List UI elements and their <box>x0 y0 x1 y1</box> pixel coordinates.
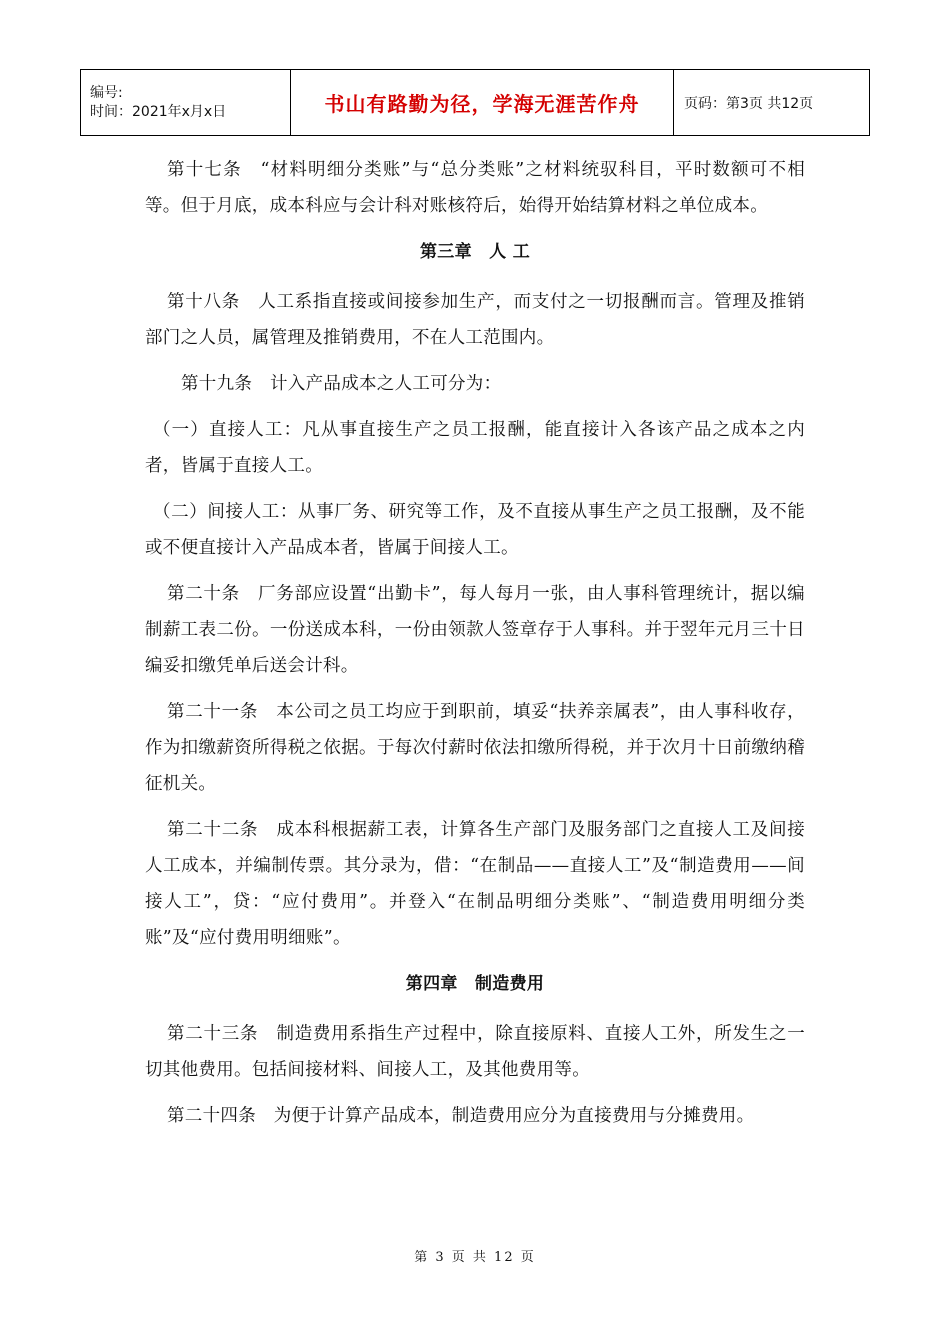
document-header <box>80 69 870 136</box>
doc-number-label: 编号: <box>90 84 123 101</box>
article-23: 第二十三条 制造费用系指生产过程中，除直接原料、直接人工外，所发生之一切其他费用。包括间接材料、间接人工，及其他费用等。 <box>145 1024 805 1080</box>
document-body <box>145 152 805 1144</box>
article-20: 第二十条 厂务部应设置“出勤卡”，每人每月一张，由人事科管理统计，据以编制薪工表二份。一份送成本科，一份由领款人签章存于人事科。并于翌年元月三十日编妥扣缴凭单后送会计科。 <box>145 584 805 676</box>
article-19: 第十九条 计入产品成本之人工可分为： <box>181 374 502 394</box>
article-21: 第二十一条 本公司之员工均应于到职前，填妥“扶养亲属表”，由人事科收存，作为扣缴薪资所得税之依据。于每次付薪时依法扣缴所得税，并于次月十日前缴纳稽征机关。 <box>145 702 805 794</box>
chapter-3-title: 第三章 人 工 <box>419 242 531 262</box>
doc-time-label: 时间：2021年x月x日 <box>90 103 227 120</box>
header-meta-cell <box>81 70 291 136</box>
page-footer: 第 3 页 共 12 页 <box>414 1250 536 1265</box>
article-22: 第二十二条 成本科根据薪工表，计算各生产部门及服务部门之直接人工及间接人工成本，并编制传票。其分录为，借：“在制品——直接人工”及“制造费用——间接人工”，贷：“应付费用”。并登入“在制品明细分类账”、“制造费用明细分类账”及“应付费用明细账”。 <box>145 820 805 948</box>
article-24: 第二十四条 为便于计算产品成本，制造费用应分为直接费用与分摊费用。 <box>167 1106 755 1126</box>
article-19-item-2: （二）间接人工：从事厂务、研究等工作，及不直接从事生产之员工报酬，及不能或不便直接计入产品成本者，皆属于间接人工。 <box>145 502 805 558</box>
header-motto: 书山有路勤为径，学海无涯苦作舟 <box>291 70 674 136</box>
article-18: 第十八条 人工系指直接或间接参加生产，而支付之一切报酬而言。管理及推销部门之人员，属管理及推销费用，不在人工范围内。 <box>145 292 805 348</box>
article-17: 第十七条 “材料明细分类账”与“总分类账”之材料统驭科目，平时数额可不相等。但于月底，成本科应与会计科对账核符后，始得开始结算材料之单位成本。 <box>145 160 805 216</box>
chapter-4-title: 第四章 制造费用 <box>405 974 545 994</box>
article-19-item-1: （一）直接人工：凡从事直接生产之员工报酬，能直接计入各该产品之成本之内者，皆属于直接人工。 <box>145 420 805 476</box>
header-page-info: 页码：第3页 共12页 <box>674 70 870 136</box>
